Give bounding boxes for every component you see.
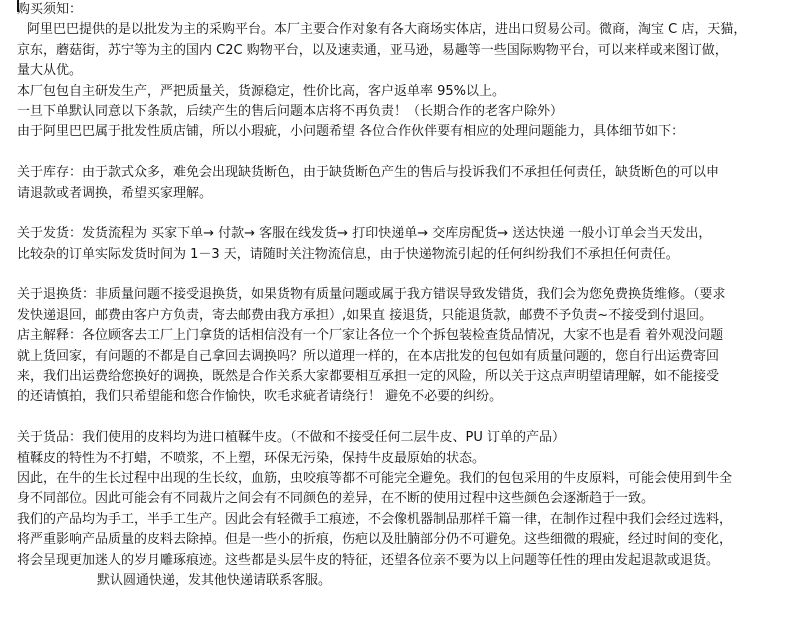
intro-line: 阿里巴巴提供的是以批发为主的采购平台。本厂主要合作对象有各大商场实体店，进出口贸易公司。微商，淘宝 C 店，天猫， — [27, 22, 747, 38]
goods-section-line: 将严重影响产品质量的皮料去除掉。但是一些小的折痕，伤疤以及肚腩部分仍不可避免。这些细微的瑕疵，经过时间的变化， — [17, 532, 733, 548]
inventory-section-line: 请退款或者调换，希望买家理解。 — [17, 185, 213, 201]
goods-section-line: 植鞣皮的特性为不打蜡，不喷浆，不上塑，环保无污染，保持牛皮最原始的状态。 — [17, 450, 486, 466]
shipping-section-line: 关于发货：发货流程为 买家下单→ 付款→ 客服在线发货→ 打印快递单→ 交库房配货→ 送达快递 一般小订单会当天发出， — [17, 226, 712, 242]
spacer — [17, 204, 787, 224]
terms-line: 一旦下单默认同意以下条款，后续产生的售后问题本店将不再负责！（长期合作的老客户除外） — [17, 103, 564, 119]
details-intro-line: 由于阿里巴巴属于批发性质店铺，所以小瑕疵，小问题希望 各位合作伙伴要有相应的处理问题能力，具体细节如下： — [17, 124, 685, 140]
notice-heading: 购买须知： — [17, 2, 83, 17]
owner-explanation-line: 就上货回家，有问题的不都是自己拿回去调换吗？所以道理一样的，在本店批发的包包如有质量问题的，您自行出运费寄回 — [17, 348, 720, 364]
shipping-section-line: 比较杂的订单实际发货时间为 1－3 天，请随时关注物流信息，由于快递物流引起的任何纠纷我们不承担任何责任。 — [17, 246, 679, 262]
spacer — [17, 265, 787, 285]
default-courier-line: 默认圆通快递，发其他快递请联系客服。 — [97, 572, 332, 588]
returns-section-line: 关于退换货：非质量问题不接受退换货，如果货物有质量问题或属于我方错误导致发错货，我们会为您免费换货维修。（要求 — [17, 287, 726, 303]
owner-explanation-line: 来，我们出运费给您换好的调换，既然是合作关系大家都要相互承担一定的风险，所以关于这点声明望请理解，如不能接受 — [17, 369, 720, 385]
goods-section-line: 因此，在牛的生长过程中出现的生长纹，血筋，虫咬痕等都不可能完全避免。我们的包包采用的牛皮原料，可能会使用到牛全 — [17, 470, 733, 486]
goods-section-line: 关于货品：我们使用的皮料均为进口植鞣牛皮。（不做和不接受任何二层牛皮、PU 订单的产品） — [17, 430, 565, 446]
spacer — [17, 143, 787, 163]
quality-line: 本厂包包自主研发生产，严把质量关，货源稳定，性价比高，客户返单率 95%以上。 — [17, 83, 506, 99]
purchase-notice-document — [17, 0, 787, 591]
goods-section-line: 我们的产品均为手工，半手工生产。因此会有轻微手工痕迹，不会像机器制品那样千篇一律，在制作过程中我们会经过选料， — [17, 511, 733, 527]
goods-section-line: 将会呈现更加迷人的岁月雕琢痕迹。这些都是头层牛皮的特征，还望各位亲不要为以上问题等任性的理由发起退款或退货。 — [17, 552, 720, 568]
spacer — [17, 408, 787, 428]
owner-explanation-line: 的还请慎拍，我们只希望能和您合作愉快，吹毛求疵者请绕行！ 避免不必要的纠纷。 — [17, 389, 503, 405]
inventory-section-line: 关于库存：由于款式众多，难免会出现缺货断色，由于缺货断色产生的售后与投诉我们不承担任何责任，缺货断色的可以申 — [17, 165, 720, 181]
goods-section-line: 身不同部位。因此可能会有不同裁片之间会有不同颜色的差异，在不断的使用过程中这些颜色会逐渐趋于一致。 — [17, 491, 655, 507]
returns-section-line: 发快递退回，邮费由客户方负责，寄去邮费由我方承担）,如果直 接退货，只能退货款，邮费不予负责~不接受到付退回。 — [17, 307, 713, 323]
intro-line: 量大从优。 — [17, 63, 83, 79]
intro-line: 京东，蘑菇街，苏宁等为主的国内 C2C 购物平台，以及速卖通，亚马逊，易趣等一些国际购物平台，可以来样或来图订做， — [17, 42, 728, 58]
owner-explanation-line: 店主解释：各位顾客去工厂上门拿货的话相信没有一个厂家让各位一个个拆包装检查货品情况，大家不也是看 着外观没问题 — [17, 328, 724, 344]
